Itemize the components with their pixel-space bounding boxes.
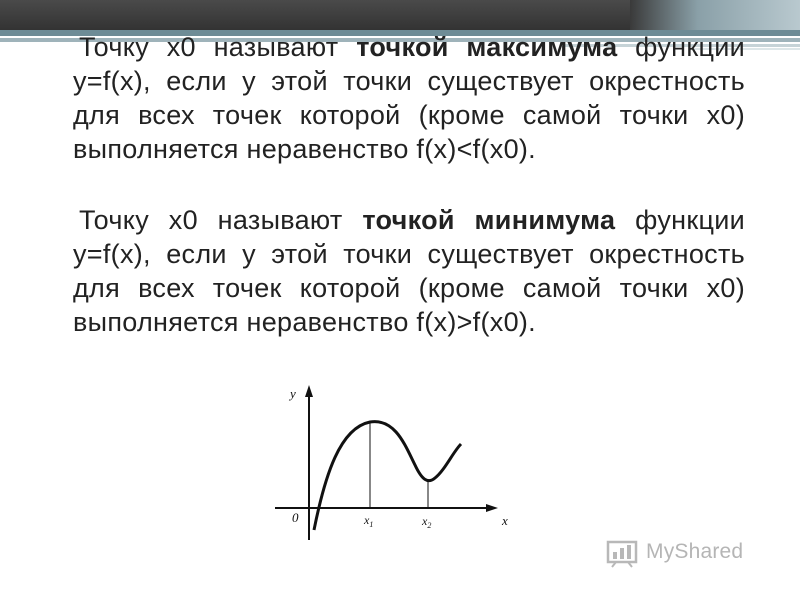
watermark-text: MyShared — [646, 540, 744, 563]
chart-icon — [606, 538, 640, 568]
definition-body: функции y=f(x), если у этой точки существует окрестность для всех точек которой (кроме самой точки x0) выполняется неравенство f(x)>f(x0). — [73, 205, 745, 337]
x-axis-arrow — [486, 504, 498, 512]
definition-lead: Точку x0 называют — [79, 32, 357, 62]
header-accent — [630, 0, 800, 30]
x2-label: $x_2$ — [422, 514, 432, 530]
function-graph — [270, 380, 540, 550]
minimum-definition — [73, 203, 745, 339]
function-curve — [314, 422, 461, 530]
definition-term: точкой минимума — [362, 205, 616, 235]
definition-term: точкой максимума — [356, 32, 618, 62]
x1-label: $x_1$ — [364, 513, 374, 529]
y-axis-arrow — [305, 385, 313, 397]
watermark — [606, 536, 766, 570]
definition-body: функции y=f(x), если у этой точки существует окрестность для всех точек которой (кроме самой точки x0) выполняется неравенство f(x)<f(x0). — [73, 32, 745, 164]
origin-label: 0 — [292, 510, 299, 525]
definition-lead: Точку x0 называют — [79, 205, 363, 235]
x-axis-label: x — [502, 513, 508, 528]
maximum-definition — [73, 30, 745, 166]
y-axis-label: y — [290, 386, 296, 401]
